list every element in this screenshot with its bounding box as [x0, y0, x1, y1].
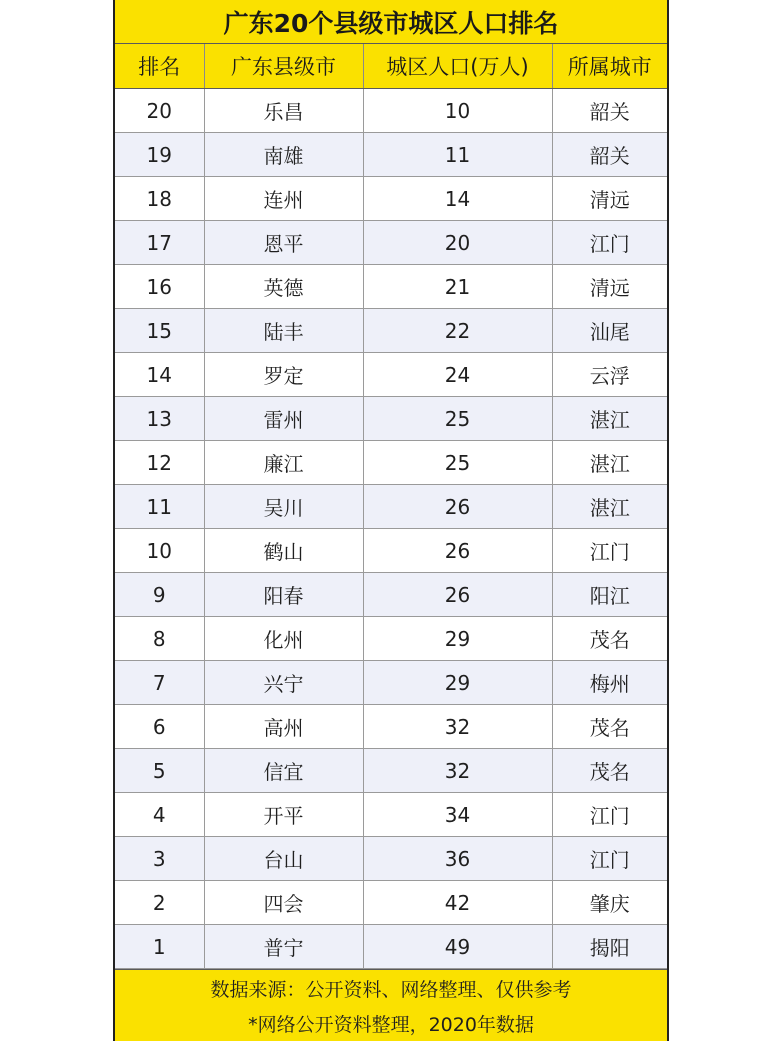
cell-county-city: 普宁: [204, 925, 363, 969]
table-row: [115, 89, 667, 133]
cell-prefecture-city: 汕尾: [552, 309, 667, 353]
cell-rank: 10: [115, 529, 204, 573]
header-rank: 排名: [115, 44, 204, 89]
table-row: [115, 837, 667, 881]
cell-county-city: 廉江: [204, 441, 363, 485]
table-row: [115, 749, 667, 793]
table-row: [115, 485, 667, 529]
cell-rank: 14: [115, 353, 204, 397]
cell-rank: 2: [115, 881, 204, 925]
cell-county-city: 台山: [204, 837, 363, 881]
cell-rank: 19: [115, 133, 204, 177]
cell-rank: 6: [115, 705, 204, 749]
cell-prefecture-city: 江门: [552, 221, 667, 265]
table-row: [115, 265, 667, 309]
cell-county-city: 雷州: [204, 397, 363, 441]
cell-prefecture-city: 梅州: [552, 661, 667, 705]
table-row: [115, 397, 667, 441]
cell-prefecture-city: 湛江: [552, 397, 667, 441]
cell-prefecture-city: 揭阳: [552, 925, 667, 969]
cell-rank: 7: [115, 661, 204, 705]
cell-urban-population: 29: [363, 661, 552, 705]
cell-rank: 12: [115, 441, 204, 485]
cell-urban-population: 26: [363, 573, 552, 617]
cell-urban-population: 49: [363, 925, 552, 969]
cell-rank: 18: [115, 177, 204, 221]
header-county-city: 广东县级市: [204, 44, 363, 89]
cell-urban-population: 11: [363, 133, 552, 177]
cell-county-city: 信宜: [204, 749, 363, 793]
table-row: [115, 573, 667, 617]
cell-urban-population: 14: [363, 177, 552, 221]
table-row: [115, 177, 667, 221]
cell-county-city: 鹤山: [204, 529, 363, 573]
header-urban-population: 城区人口(万人): [363, 44, 552, 89]
cell-rank: 13: [115, 397, 204, 441]
source-footer: [115, 969, 667, 1041]
cell-prefecture-city: 湛江: [552, 485, 667, 529]
cell-rank: 16: [115, 265, 204, 309]
table-row: [115, 661, 667, 705]
cell-urban-population: 36: [363, 837, 552, 881]
cell-rank: 8: [115, 617, 204, 661]
header-prefecture-city: 所属城市: [552, 44, 667, 89]
cell-prefecture-city: 清远: [552, 265, 667, 309]
cell-county-city: 阳春: [204, 573, 363, 617]
cell-urban-population: 10: [363, 89, 552, 133]
cell-prefecture-city: 清远: [552, 177, 667, 221]
cell-prefecture-city: 湛江: [552, 441, 667, 485]
cell-urban-population: 32: [363, 705, 552, 749]
table-row: [115, 309, 667, 353]
cell-county-city: 乐昌: [204, 89, 363, 133]
cell-county-city: 四会: [204, 881, 363, 925]
cell-prefecture-city: 茂名: [552, 705, 667, 749]
cell-prefecture-city: 肇庆: [552, 881, 667, 925]
table-row: [115, 133, 667, 177]
cell-prefecture-city: 韶关: [552, 89, 667, 133]
table-row: [115, 793, 667, 837]
table-row: [115, 353, 667, 397]
cell-county-city: 吴川: [204, 485, 363, 529]
cell-rank: 1: [115, 925, 204, 969]
cell-rank: 17: [115, 221, 204, 265]
cell-urban-population: 32: [363, 749, 552, 793]
cell-urban-population: 24: [363, 353, 552, 397]
cell-rank: 11: [115, 485, 204, 529]
ranking-table: [115, 44, 667, 969]
cell-county-city: 罗定: [204, 353, 363, 397]
cell-prefecture-city: 韶关: [552, 133, 667, 177]
cell-county-city: 南雄: [204, 133, 363, 177]
cell-urban-population: 25: [363, 441, 552, 485]
cell-rank: 5: [115, 749, 204, 793]
cell-county-city: 化州: [204, 617, 363, 661]
cell-prefecture-city: 茂名: [552, 617, 667, 661]
cell-urban-population: 26: [363, 485, 552, 529]
header-row: [115, 44, 667, 89]
cell-rank: 3: [115, 837, 204, 881]
cell-rank: 20: [115, 89, 204, 133]
table-body: [115, 89, 667, 969]
table-row: [115, 881, 667, 925]
source-note: 数据来源：公开资料、网络整理、仅供参考: [210, 978, 572, 1001]
cell-prefecture-city: 江门: [552, 529, 667, 573]
table-row: [115, 441, 667, 485]
cell-prefecture-city: 云浮: [552, 353, 667, 397]
table-title: 广东20个县级市城区人口排名: [115, 0, 667, 44]
table-row: [115, 617, 667, 661]
cell-urban-population: 26: [363, 529, 552, 573]
cell-county-city: 陆丰: [204, 309, 363, 353]
cell-rank: 9: [115, 573, 204, 617]
cell-prefecture-city: 江门: [552, 837, 667, 881]
cell-urban-population: 29: [363, 617, 552, 661]
table-row: [115, 705, 667, 749]
cell-urban-population: 34: [363, 793, 552, 837]
cell-county-city: 兴宁: [204, 661, 363, 705]
cell-county-city: 连州: [204, 177, 363, 221]
ranking-table-card: [113, 0, 669, 1041]
cell-urban-population: 22: [363, 309, 552, 353]
cell-county-city: 英德: [204, 265, 363, 309]
cell-county-city: 开平: [204, 793, 363, 837]
table-row: [115, 529, 667, 573]
cell-urban-population: 20: [363, 221, 552, 265]
cell-rank: 4: [115, 793, 204, 837]
cell-urban-population: 25: [363, 397, 552, 441]
cell-prefecture-city: 阳江: [552, 573, 667, 617]
table-row: [115, 221, 667, 265]
cell-rank: 15: [115, 309, 204, 353]
table-row: [115, 925, 667, 969]
cell-prefecture-city: 江门: [552, 793, 667, 837]
cell-urban-population: 42: [363, 881, 552, 925]
cell-prefecture-city: 茂名: [552, 749, 667, 793]
cell-county-city: 恩平: [204, 221, 363, 265]
cell-urban-population: 21: [363, 265, 552, 309]
data-year-note: *网络公开资料整理，2020年数据: [248, 1013, 534, 1036]
cell-county-city: 高州: [204, 705, 363, 749]
